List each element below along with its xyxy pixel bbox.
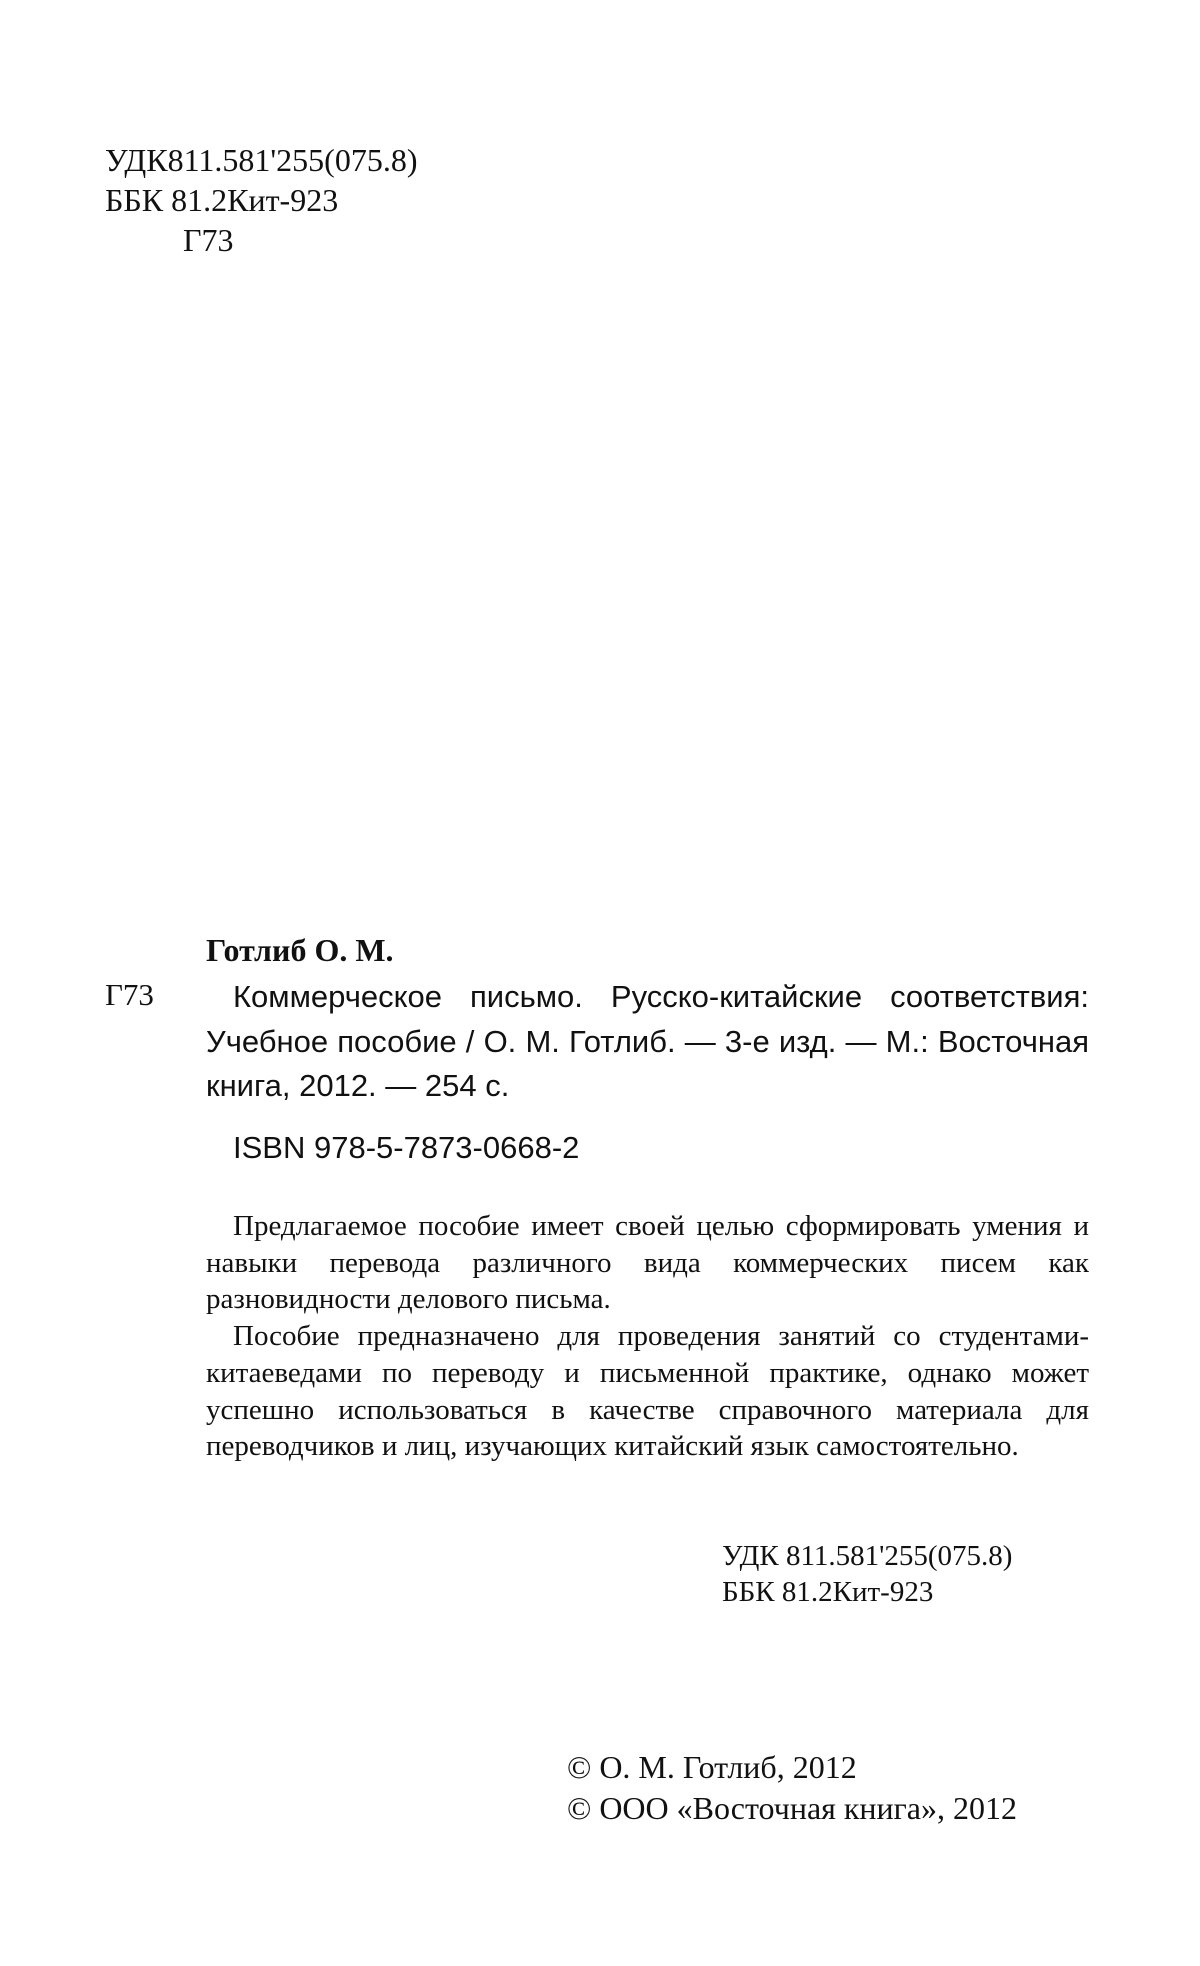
annotation: [206, 1208, 1089, 1465]
author-sign: Г73: [183, 222, 234, 258]
margin-author-sign: Г73: [105, 977, 154, 1012]
udk-code: УДК811.581'255(075.8): [105, 142, 418, 178]
bbk-code: ББК 81.2Кит-923: [105, 182, 339, 218]
bottom-classification-block: [722, 1538, 1012, 1610]
annotation-paragraph: Пособие предназначено для проведения занятий со студентами-китаеведами по переводу и письменной практике, однако может успешно использоваться в качестве справочного материала для переводчиков и лиц, изучающих китайский язык самостоятельно.: [206, 1320, 1089, 1463]
udk-code: УДК 811.581'255(075.8): [722, 1540, 1013, 1572]
top-classification-block: [105, 140, 417, 260]
copyright-author: © О. М. Готлиб, 2012: [567, 1749, 857, 1785]
author-heading: Готлиб О. М.: [206, 932, 394, 968]
bibliographic-description: Коммерческое письмо. Русско-китайские соответствия: Учебное пособие / О. М. Готлиб. — 3-е изд. — М.: Восточная книга, 2012. — 254 с.: [206, 979, 1089, 1103]
copyright-block: [567, 1747, 1017, 1829]
isbn: ISBN 978-5-7873-0668-2: [233, 1130, 580, 1165]
bbk-code: ББК 81.2Кит-923: [722, 1576, 934, 1608]
copyright-publisher: © ООО «Восточная книга», 2012: [567, 1790, 1017, 1826]
annotation-paragraph: Предлагаемое пособие имеет своей целью сформировать умения и навыки перевода различного вида коммерческих писем как разновидности делового письма.: [206, 1210, 1089, 1316]
